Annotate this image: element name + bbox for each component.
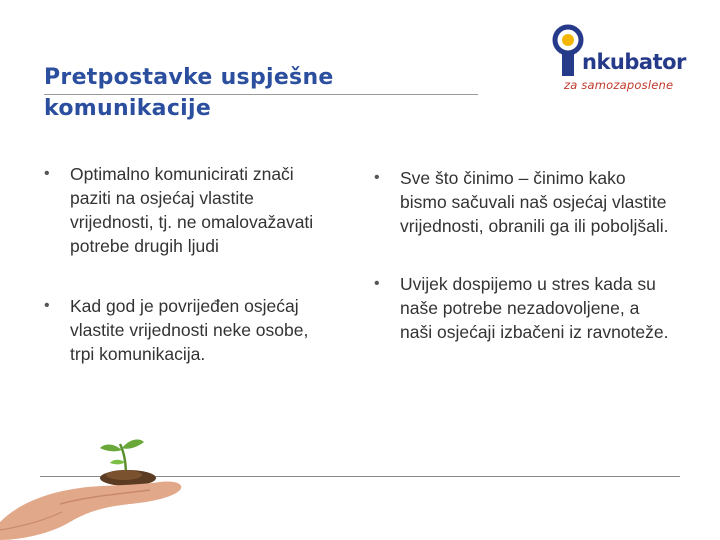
logo-wordmark: nkubator xyxy=(582,50,686,74)
left-bullet-2: • Kad god je povrijeđen osjećaj vlastite vrijednosti neke osobe, trpi komunikacija. xyxy=(44,294,334,366)
slide-title-line-1: Pretpostavke uspješne xyxy=(44,65,334,90)
slide-title-line-2: komunikacije xyxy=(44,96,212,121)
inkubator-logo xyxy=(550,22,684,94)
left-bullet-1: • Optimalno komunicirati znači paziti na osjećaj vlastite vrijednosti, tj. ne omalovažavati potrebe drugih ljudi xyxy=(44,162,334,258)
right-bullet-2: • Uvijek dospijemo u stres kada su naše potrebe nezadovoljene, a naši osjećaji izbačeni iz ravnoteže. xyxy=(374,272,674,344)
right-bullet-1: • Sve što činimo – činimo kako bismo sačuvali naš osjećaj vlastite vrijednosti, obranili ga ili poboljšali. xyxy=(374,166,674,238)
logo-subtitle: za samozaposlene xyxy=(564,78,674,92)
slide-title xyxy=(44,62,484,124)
left-bullet-list xyxy=(44,162,334,366)
hand-seedling-icon xyxy=(0,430,200,540)
right-bullet-list xyxy=(374,166,674,344)
title-divider xyxy=(44,94,478,95)
